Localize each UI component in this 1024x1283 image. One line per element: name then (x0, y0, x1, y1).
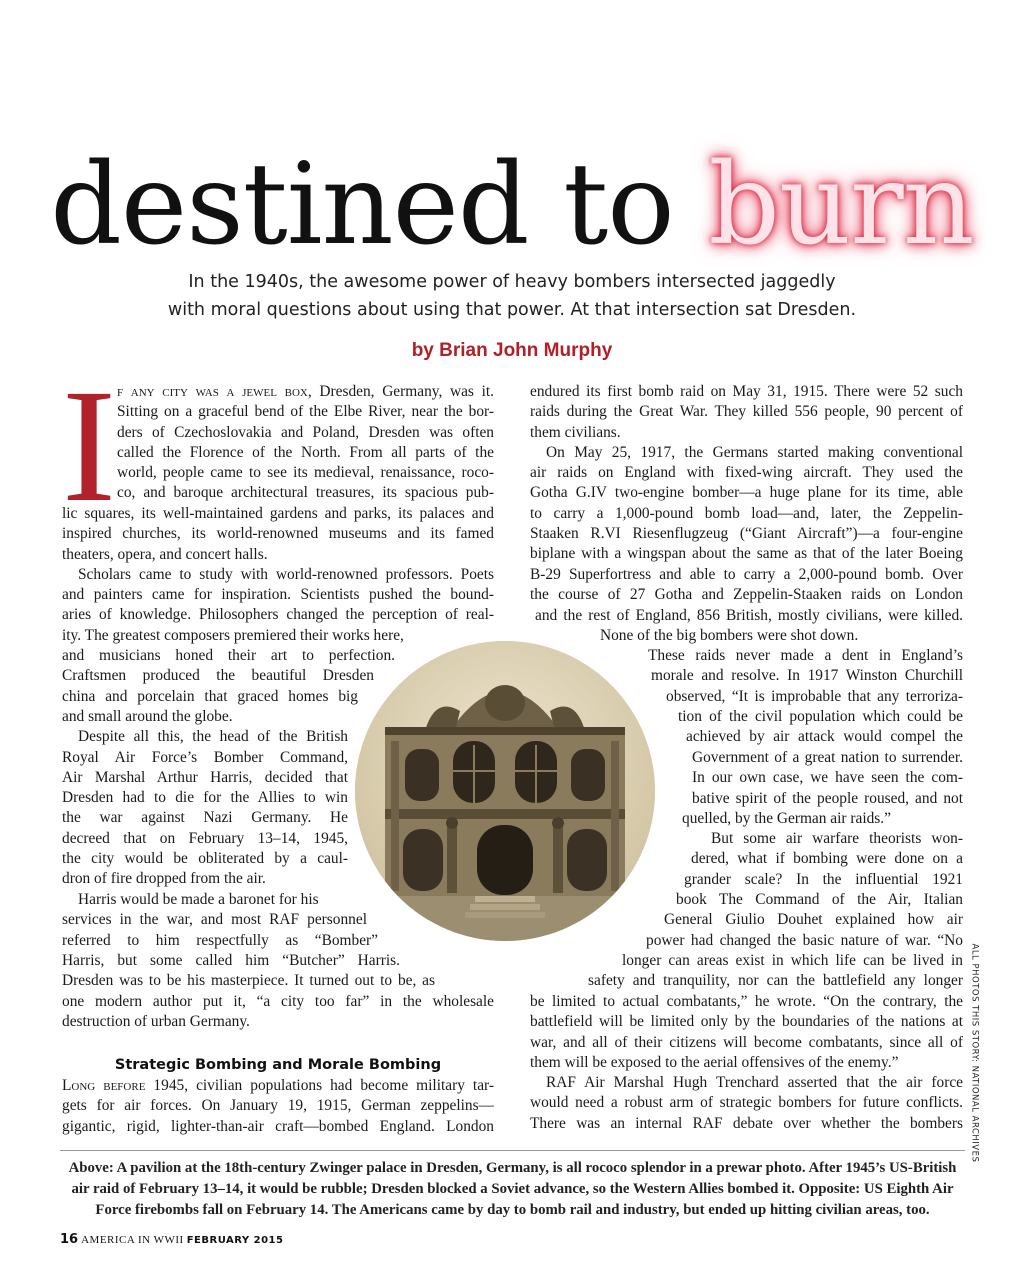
folio (60, 1232, 283, 1247)
body-line: gets for air forces. On January 19, 1915, German zeppelins— (62, 1097, 494, 1115)
body-line: power had changed the basic nature of war. “No (646, 932, 963, 949)
body-line: Long before 1945, civilian populations had become military tar- (62, 1077, 494, 1094)
byline: by Brian John Murphy (411, 340, 613, 361)
left-column-wrap (62, 992, 494, 1033)
right-column-bottom (530, 992, 963, 1134)
right-column-wrap (600, 626, 963, 646)
left-column-wrap (62, 707, 348, 890)
body-line: Staaken R.VI Riesenflugzeug (“Giant Aircraft”)—a four-engine (530, 525, 963, 543)
body-line: Dresden had to die for the Allies to win (62, 789, 348, 807)
body-line: destruction of urban Germany. (62, 1013, 250, 1031)
body-line: called the Florence of the North. From all parts of the (117, 443, 494, 461)
body-line: to carry a 1,000-pound bomb load—and, later, the Zeppelin- (530, 504, 963, 522)
right-column-wrap (682, 809, 963, 829)
right-column-wrap (692, 748, 963, 809)
body-line: ders of Czechoslovakia and Poland, Dresden was often (117, 423, 494, 441)
body-line: Harris, but some called him “Butcher” Harris. (62, 952, 400, 969)
left-column-wrap (62, 626, 432, 646)
body-line: dron of fire dropped from the air. (62, 870, 266, 888)
left-column-wrap (62, 890, 362, 910)
body-line: and the rest of England, 856 British, mostly civilians, were killed. (535, 607, 963, 624)
body-line: co, and baroque architectural treasures, its spacious pub- (117, 484, 494, 502)
body-line: safety and tranquility, nor can the battlefield any longer (588, 972, 963, 989)
body-line: morale and resolve. In 1917 Winston Churchill (651, 667, 963, 684)
body-line: aries of knowledge. Philosophers changed the perception of real- (62, 606, 494, 624)
right-column-wrap (686, 727, 963, 747)
body-line: Government of a great nation to surrender. (692, 749, 963, 766)
headline (0, 140, 1024, 270)
body-line: the war against Nazi Germany. He (62, 809, 348, 827)
left-column-wrap (62, 951, 400, 971)
right-column-wrap (664, 910, 963, 930)
body-line: achieved by air attack would compel the (686, 728, 963, 745)
lead-line: f any city was a jewel box, Dresden, Germany, was it. (117, 383, 494, 400)
body-line: Gotha G.IV two-engine bomber—a huge plane for its time, able (530, 484, 963, 502)
body-line: quelled, by the German air raids.” (682, 810, 891, 827)
body-line: raids during the Great War. They killed 556 people, 90 percent of (530, 403, 963, 421)
caption-rule (60, 1150, 965, 1151)
left-column-wrap (62, 931, 378, 951)
body-line: ity. The greatest composers premiered their works here, (62, 627, 404, 644)
deck (110, 268, 914, 324)
body-line: china and porcelain that graced homes big (62, 688, 358, 705)
right-column-wrap (678, 707, 963, 727)
body-line: Dresden was to be his masterpiece. It turned out to be, as (62, 972, 435, 989)
right-column-wrap (535, 606, 963, 626)
body-line: theaters, opera, and concert halls. (62, 545, 268, 563)
photo-caption: Above: A pavilion at the 18th-century Zwinger palace in Dresden, Germany, is all rococo splendor in a prewar photo. After 1945’s US-British air raid of February 13–14, it would be rubble; Dresden blocked a Soviet advance, so the Western Allies bombed it. Opposite: US Eighth Air Force firebombs fall on February 14. The Americans came by day to bomb rail and industry, but ended up hitting civilian areas, too. (68, 1160, 957, 1218)
body-line: gigantic, rigid, lighter-than-air craft—bombed England. London (62, 1117, 494, 1135)
section-lead-smallcaps: Long before (62, 1077, 146, 1094)
right-column-wrap (622, 951, 963, 971)
drop-cap: I (62, 357, 116, 536)
body-line: battlefield will be limited only by the boundaries of the nations at (530, 1013, 963, 1031)
deck-line-2: with moral questions about using that power. At that intersection sat Dresden. (167, 300, 857, 320)
body-line: Scholars came to study with world-renowned professors. Poets (78, 565, 494, 583)
body-line: the city would be obliterated by a caul- (62, 850, 348, 868)
right-column-wrap (666, 687, 963, 707)
body-line: and small around the globe. (62, 708, 233, 725)
body-line: them will be exposed to the aerial offensives of the enemy.” (530, 1053, 899, 1071)
lead-smallcaps: f any city was a jewel box (117, 383, 308, 400)
headline-part1: destined to (50, 140, 709, 270)
right-column-wrap (646, 931, 963, 951)
right-column-wrap (676, 890, 963, 910)
magazine-name: AMERICA IN WWII (81, 1234, 184, 1246)
right-column-wrap (651, 666, 963, 686)
body-line: biplane with a wingspan about the same as that of the later Boeing (530, 545, 963, 563)
body-line: tion of the civil population which could be (678, 708, 963, 725)
body-line: There was an internal RAF debate over whether the bombers (530, 1114, 963, 1132)
section-subhead: Strategic Bombing and Morale Bombing (114, 1057, 442, 1073)
right-column-top (530, 382, 963, 605)
body-line: observed, “It is improbable that any terroriza- (666, 688, 963, 705)
body-line: services in the war, and most RAF personnel (62, 911, 367, 928)
body-line: None of the big bombers were shot down. (600, 627, 859, 644)
body-line: dered, what if bombing were done on a (691, 850, 963, 867)
body-line: In our own case, we have seen the com- (692, 769, 963, 787)
headline-burn: burn (708, 140, 974, 270)
body-line: decreed that on February 13–14, 1945, (62, 829, 348, 847)
right-column-wrap (588, 971, 963, 991)
body-line: RAF Air Marshal Hugh Trenchard asserted that the air force (546, 1074, 963, 1092)
deck-line-1: In the 1940s, the awesome power of heavy bombers intersected jaggedly (188, 272, 836, 292)
body-line: war, and all of their citizens will become combatants, since all of (530, 1033, 963, 1051)
body-line: would need a robust arm of strategic bombers for future conflicts. (530, 1094, 963, 1112)
left-column-wrap (62, 971, 435, 991)
body-line: Royal Air Force’s Bomber Command, (62, 748, 348, 766)
left-column-body (62, 504, 494, 626)
body-line: grander scale? In the influential 1921 (684, 871, 963, 888)
zwinger-pavilion-photo (355, 641, 655, 941)
left-column-section (62, 1076, 494, 1137)
left-column-lead (117, 382, 494, 504)
body-line: lic squares, its well-maintained gardens and parks, its palaces and (62, 505, 494, 522)
body-line: book The Command of the Air, Italian (676, 891, 963, 908)
right-column-wrap (648, 646, 963, 666)
body-line: air raids on England with fixed-wing aircraft. They used the (530, 464, 963, 482)
body-line: Air Marshal Arthur Harris, decided that (62, 768, 348, 786)
body-line: B-29 Superfortress and able to carry a 2,000-pound bomb. Over (530, 565, 963, 583)
body-line: Craftsmen produced the beautiful Dresden (62, 667, 374, 684)
left-column-wrap (62, 687, 358, 707)
body-line: the course of 27 Gotha and Zeppelin-Staaken raids on London (530, 585, 963, 603)
body-line: These raids never made a dent in England’s (648, 647, 963, 664)
page-number: 16 (60, 1232, 79, 1247)
body-line: them civilians. (530, 423, 621, 441)
body-line: Sitting on a graceful bend of the Elbe River, near the bor- (117, 403, 494, 421)
photo-credit: ALL PHOTOS THIS STORY: NATIONAL ARCHIVES (969, 943, 980, 1163)
body-line: Harris would be made a baronet for his (78, 891, 319, 908)
body-line: endured its first bomb raid on May 31, 1915. There were 52 such (530, 383, 963, 400)
body-line: bative spirit of the people roused, and not (692, 789, 963, 807)
body-line: and musicians honed their art to perfection. (62, 647, 395, 664)
body-line: But some air warfare theorists won- (711, 830, 963, 847)
body-line: General Giulio Douhet explained how air (664, 911, 963, 928)
right-column-wrap (691, 849, 963, 869)
left-column-wrap (62, 666, 374, 686)
body-line: and painters came for inspiration. Scientists pushed the bound- (62, 586, 494, 604)
body-line: On May 25, 1917, the Germans started making conventional (546, 443, 963, 461)
left-column-wrap (62, 910, 367, 930)
right-column-wrap (695, 829, 963, 849)
left-column-wrap (62, 646, 395, 666)
body-line: one modern author put it, “a city too far” in the wholesale (62, 993, 494, 1010)
body-line: be limited to actual combatants,” he wrote. “On the contrary, the (530, 993, 963, 1010)
issue-date: FEBRUARY 2015 (186, 1235, 284, 1246)
right-column-wrap (684, 870, 963, 890)
body-line: referred to him respectfully as “Bomber” (62, 932, 378, 949)
body-line: longer can areas exist in which life can be lived in (622, 952, 963, 969)
body-line: Despite all this, the head of the British (78, 728, 348, 746)
body-line: inspired churches, its world-renowned museums and its famed (62, 525, 494, 543)
body-line: world, people came to see its medieval, renaissance, roco- (117, 464, 494, 482)
pavilion-illustration (355, 641, 655, 941)
